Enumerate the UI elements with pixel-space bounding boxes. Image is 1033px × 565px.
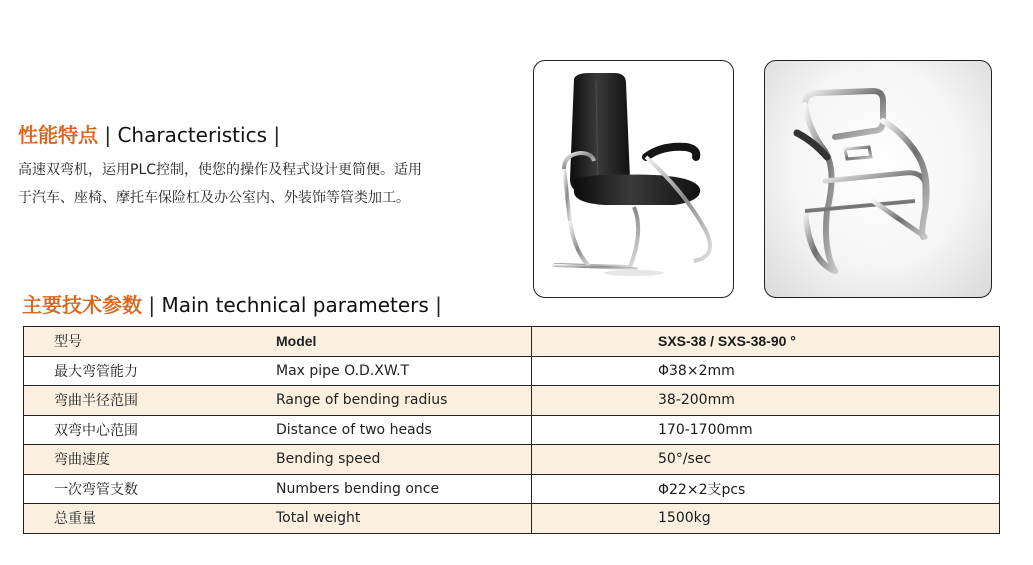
row-label-en: Max pipe O.D.XW.T [276, 356, 532, 386]
row-value: 50°/sec [532, 445, 1000, 475]
row-value: Φ38×2mm [532, 356, 1000, 386]
description-line: 于汽车、座椅、摩托车保险杠及办公室内、外装饰等管类加工。 [18, 190, 410, 206]
row-label-cn: 弯曲速度 [24, 445, 277, 475]
heading-separator: | [148, 293, 156, 317]
row-label-en: Numbers bending once [276, 474, 532, 504]
row-label-cn: 双弯中心范围 [24, 415, 277, 445]
row-value: 38-200mm [532, 386, 1000, 416]
office-chair-photo [533, 60, 734, 298]
characteristics-title-cn: 性能特点 [18, 123, 98, 147]
parameters-table [23, 326, 1000, 534]
description-line: 高速双弯机，运用PLC控制，使您的操作及程式设计更简便。适用 [18, 162, 423, 178]
table-row [24, 445, 1000, 475]
row-label-en: Bending speed [276, 445, 532, 475]
row-label-en: Range of bending radius [276, 386, 532, 416]
row-label-cn: 总重量 [24, 504, 277, 534]
row-label-cn: 最大弯管能力 [24, 356, 277, 386]
header-label-en: Model [276, 327, 532, 357]
table-header-row [24, 327, 1000, 357]
row-label-en: Distance of two heads [276, 415, 532, 445]
parameters-title-en: Main technical parameters [161, 293, 429, 317]
header-model-value: SXS-38 / SXS-38-90 ° [532, 327, 1000, 357]
chair-frame-image [765, 61, 991, 297]
heading-separator: | [104, 123, 112, 147]
row-value: 170-1700mm [532, 415, 1000, 445]
row-label-cn: 弯曲半径范围 [24, 386, 277, 416]
chair-frame-photo [764, 60, 992, 298]
heading-trailing-separator: | [273, 123, 281, 147]
table-row [24, 504, 1000, 534]
table-row [24, 356, 1000, 386]
row-value: 1500kg [532, 504, 1000, 534]
row-label-cn: 一次弯管支数 [24, 474, 277, 504]
table-row [24, 474, 1000, 504]
table-row [24, 386, 1000, 416]
parameters-title-cn: 主要技术参数 [22, 293, 142, 317]
parameters-heading [22, 289, 442, 318]
row-label-en: Total weight [276, 504, 532, 534]
header-label-cn: 型号 [24, 327, 277, 357]
characteristics-heading [18, 119, 280, 148]
heading-trailing-separator: | [435, 293, 442, 317]
row-value: Φ22×2支pcs [532, 474, 1000, 504]
characteristics-description [18, 156, 488, 212]
characteristics-title-en: Characteristics [117, 123, 267, 147]
office-chair-image [534, 61, 733, 297]
table-row [24, 415, 1000, 445]
